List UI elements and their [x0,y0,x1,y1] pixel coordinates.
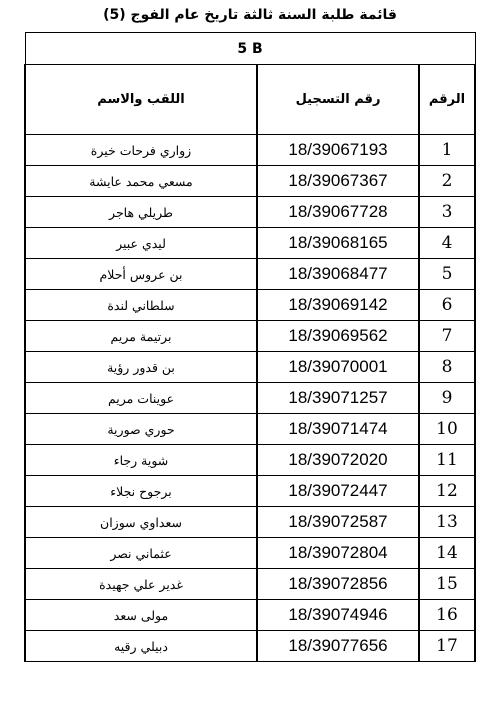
table-row [25,414,475,445]
registration-number-cell: 18/39070001 [257,352,419,383]
table-row [25,259,475,290]
row-number-cell: 16 [419,600,475,631]
student-name-cell: ليدي عبير [25,228,257,259]
registration-number-cell: 18/39067728 [257,197,419,228]
row-number-cell: 4 [419,228,475,259]
registration-number-cell: 18/39069142 [257,290,419,321]
registration-number-cell: 18/39071474 [257,414,419,445]
student-name-cell: حوري صورية [25,414,257,445]
student-name-cell: سلطاني لندة [25,290,257,321]
column-header-row [25,65,475,135]
registration-number-cell: 18/39072804 [257,538,419,569]
registration-number-cell: 18/39074946 [257,600,419,631]
column-header-name: اللقب والاسم [25,65,257,135]
registration-number-cell: 18/39072447 [257,476,419,507]
registration-number-cell: 18/39072020 [257,445,419,476]
group-label: 5 B [25,33,475,65]
row-number-cell: 7 [419,321,475,352]
column-header-number: الرقم [419,65,475,135]
group-header-row [25,33,475,65]
table-row [25,228,475,259]
student-name-cell: برتيمة مريم [25,321,257,352]
student-name-cell: بن عروس أحلام [25,259,257,290]
student-name-cell: عوينات مريم [25,383,257,414]
table-row [25,445,475,476]
student-name-cell: طريلي هاجر [25,197,257,228]
row-number-cell: 10 [419,414,475,445]
roster-body [25,135,475,662]
table-row [25,352,475,383]
registration-number-cell: 18/39071257 [257,383,419,414]
table-row [25,383,475,414]
row-number-cell: 12 [419,476,475,507]
registration-number-cell: 18/39068165 [257,228,419,259]
row-number-cell: 5 [419,259,475,290]
table-row [25,197,475,228]
row-number-cell: 2 [419,166,475,197]
row-number-cell: 14 [419,538,475,569]
row-number-cell: 11 [419,445,475,476]
table-row [25,135,475,166]
registration-number-cell: 18/39072856 [257,569,419,600]
row-number-cell: 9 [419,383,475,414]
student-name-cell: سعداوي سوزان [25,507,257,538]
registration-number-cell: 18/39067367 [257,166,419,197]
row-number-cell: 8 [419,352,475,383]
registration-number-cell: 18/39077656 [257,631,419,662]
table-row [25,476,475,507]
student-roster-table [24,32,476,662]
registration-number-cell: 18/39067193 [257,135,419,166]
student-name-cell: بن قدور رؤية [25,352,257,383]
row-number-cell: 15 [419,569,475,600]
student-name-cell: عثماني نصر [25,538,257,569]
table-row [25,321,475,352]
student-name-cell: مسعي محمد عايشة [25,166,257,197]
student-name-cell: غدير علي جهيدة [25,569,257,600]
registration-number-cell: 18/39069562 [257,321,419,352]
student-name-cell: زواري فرحات خيرة [25,135,257,166]
row-number-cell: 17 [419,631,475,662]
table-row [25,507,475,538]
table-row [25,569,475,600]
row-number-cell: 6 [419,290,475,321]
registration-number-cell: 18/39072587 [257,507,419,538]
table-row [25,600,475,631]
column-header-registration: رقم التسجيل [257,65,419,135]
table-row [25,631,475,662]
student-name-cell: مولى سعد [25,600,257,631]
registration-number-cell: 18/39068477 [257,259,419,290]
row-number-cell: 13 [419,507,475,538]
page-title: قائمة طلبة السنة ثالثة تاريخ عام الفوج (5) [103,7,397,23]
row-number-cell: 3 [419,197,475,228]
row-number-cell: 1 [419,135,475,166]
table-row [25,166,475,197]
student-name-cell: شوية رجاء [25,445,257,476]
table-row [25,538,475,569]
student-name-cell: برجوح نجلاء [25,476,257,507]
table-row [25,290,475,321]
student-name-cell: دبيلي رقيه [25,631,257,662]
